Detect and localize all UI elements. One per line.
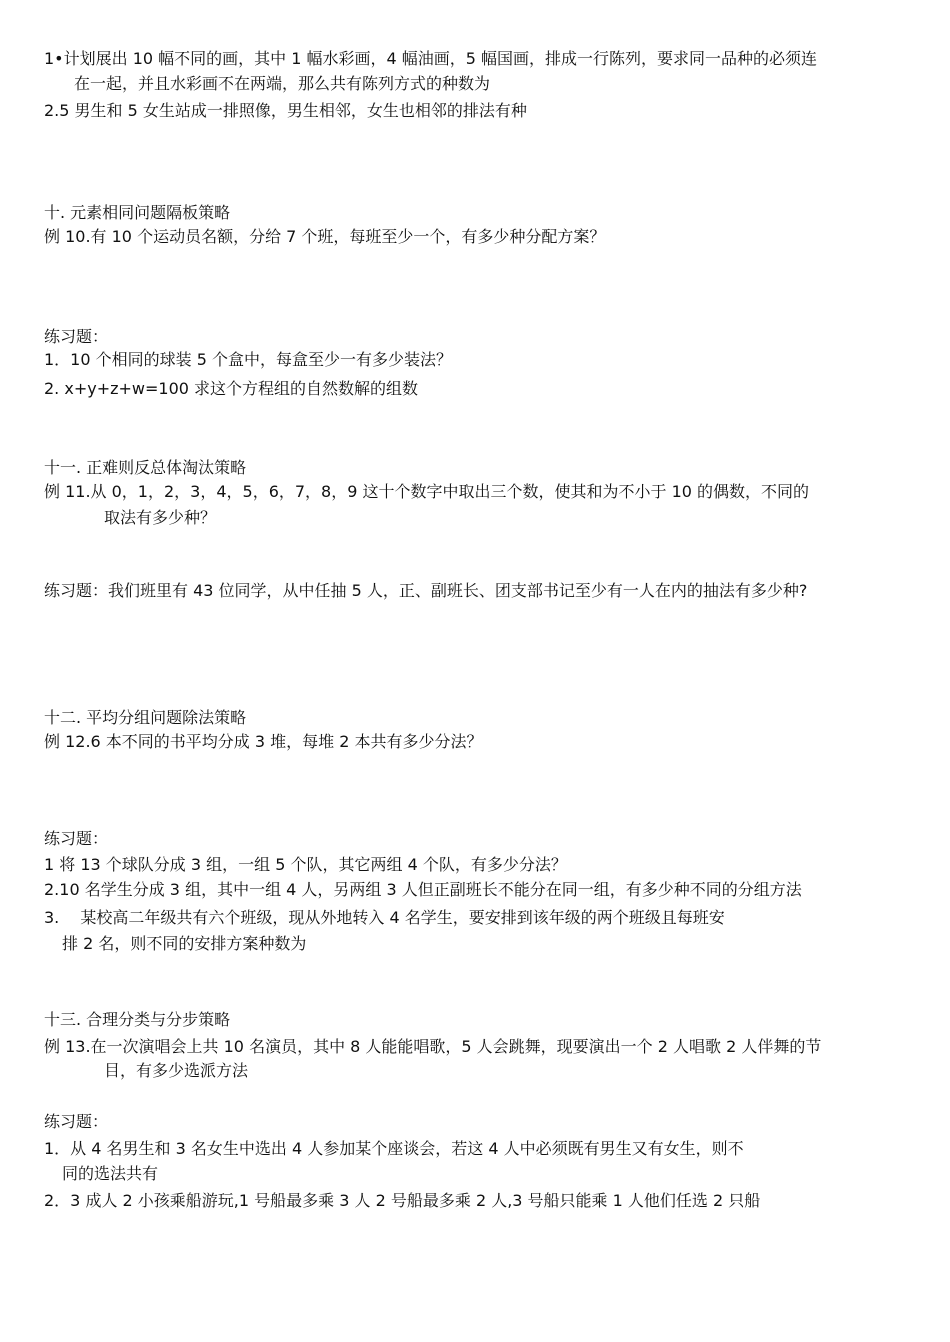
example-11-line-1: 例 11.从 0，1，2，3，4，5，6，7，8，9 这十个数字中取出三个数，使其和为不小于 10 的偶数，不同的: [44, 482, 810, 501]
section-10-practice-1: 1．10 个相同的球装 5 个盒中，每盒至少一有多少装法？: [44, 350, 452, 369]
section-10-heading: 十. 元素相同问题隔板策略: [44, 203, 231, 222]
example-11-line-2: 取法有多少种？: [104, 508, 217, 527]
problem-2: 2.5 男生和 5 女生站成一排照像，男生相邻，女生也相邻的排法有种: [44, 101, 527, 120]
section-11-practice: 练习题：我们班里有 43 位同学，从中任抽 5 人，正、副班长、团支部书记至少有一人在内的抽法有多少种?: [44, 581, 808, 600]
example-13-line-2: 目，有多少选派方法: [104, 1061, 249, 1080]
section-12-practice-1: 1 将 13 个球队分成 3 组，一组 5 个队，其它两组 4 个队，有多少分法？: [44, 855, 567, 874]
section-12-heading: 十二. 平均分组问题除法策略: [44, 708, 247, 727]
section-12-practice-3-line-2: 排 2 名，则不同的安排方案种数为: [62, 934, 307, 953]
example-10: 例 10.有 10 个运动员名额，分给 7 个班，每班至少一个，有多少种分配方案？: [44, 227, 606, 246]
section-12-practice-3-line-1: 3. 某校高二年级共有六个班级，现从外地转入 4 名学生，要安排到该年级的两个班级且每班安: [44, 908, 725, 927]
example-13-line-1: 例 13.在一次演唱会上共 10 名演员，其中 8 人能能唱歌，5 人会跳舞，现要演出一个 2 人唱歌 2 人伴舞的节: [44, 1037, 822, 1056]
example-12: 例 12.6 本不同的书平均分成 3 堆，每堆 2 本共有多少分法？: [44, 732, 483, 751]
section-13-heading: 十三. 合理分类与分步策略: [44, 1010, 231, 1029]
problem-1-line-2: 在一起，并且水彩画不在两端，那么共有陈列方式的种数为: [74, 74, 491, 93]
section-13-practice-label: 练习题：: [44, 1112, 109, 1131]
section-12-practice-label: 练习题：: [44, 829, 109, 848]
section-13-practice-1-line-1: 1．从 4 名男生和 3 名女生中选出 4 人参加某个座谈会，若这 4 人中必须既有男生又有女生，则不: [44, 1139, 744, 1158]
section-12-practice-2: 2.10 名学生分成 3 组，其中一组 4 人，另两组 3 人但正副班长不能分在同一组，有多少种不同的分组方法: [44, 880, 802, 899]
section-10-practice-label: 练习题：: [44, 327, 109, 346]
problem-1-line-1: 1•计划展出 10 幅不同的画，其中 1 幅水彩画，4 幅油画，5 幅国画，排成一行陈列，要求同一品种的必须连: [44, 49, 818, 68]
section-13-practice-2: 2．3 成人 2 小孩乘船游玩,1 号船最多乘 3 人 2 号船最多乘 2 人,3 号船只能乘 1 人他们任选 2 只船: [44, 1191, 761, 1210]
section-10-practice-2: 2. x+y+z+w=100 求这个方程组的自然数解的组数: [44, 379, 419, 398]
section-11-heading: 十一. 正难则反总体淘汰策略: [44, 458, 247, 477]
section-13-practice-1-line-2: 同的选法共有: [62, 1164, 159, 1183]
